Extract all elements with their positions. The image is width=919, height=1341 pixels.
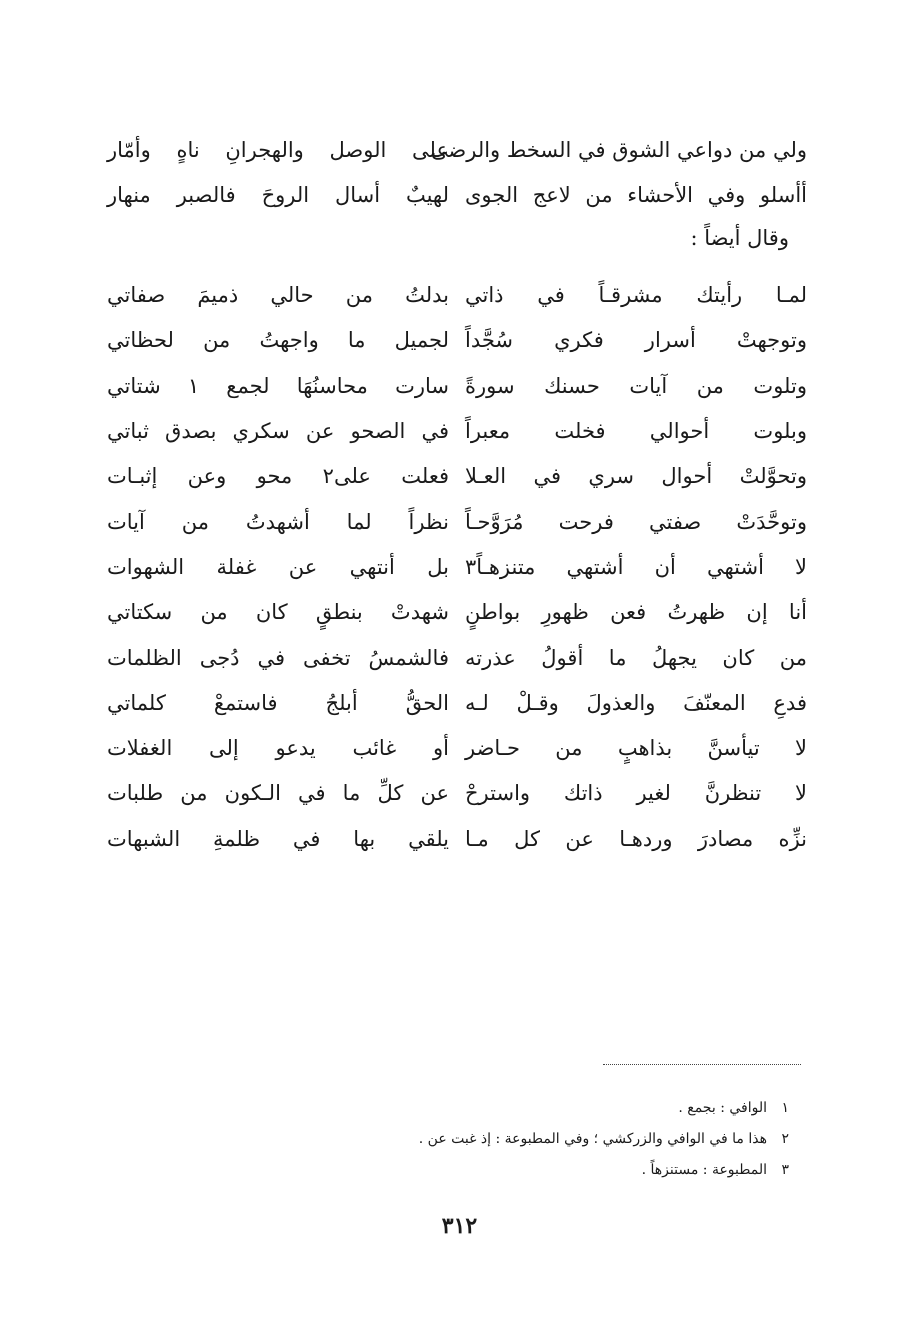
verse-second-hemistich: أو غائب يدعو إلى الغفلات bbox=[107, 736, 449, 761]
verse-first-hemistich: وبلوت أحوالي فخلت معبراً bbox=[465, 419, 807, 444]
verse-line bbox=[107, 454, 807, 499]
verse-second-hemistich: بدلتُ من حالي ذميمَ صفاتي bbox=[107, 283, 449, 308]
verse-first-hemistich: أنا إن ظهرتُ فعن ظهورِ بواطنٍ bbox=[465, 600, 807, 625]
verse-line bbox=[107, 318, 807, 363]
page-number: ٣١٢ bbox=[441, 1213, 478, 1239]
poem-heading: وقال أيضاً : bbox=[690, 226, 789, 250]
verse-second-hemistich: شهدتْ بنطقٍ كان من سكتاتي bbox=[107, 600, 449, 625]
verse-first-hemistich: لمـا رأيتك مشرقـاً في ذاتي bbox=[465, 283, 807, 308]
poem-verses bbox=[107, 273, 807, 862]
verse-first-hemistich: لا تنظرنَّ لغير ذاتك واسترحْ bbox=[465, 781, 807, 806]
footnote-text: الوافي : بجمع . bbox=[678, 1099, 767, 1116]
verse-first-hemistich: أأسلو وفي الأحشاء من لاعج الجوى bbox=[465, 183, 807, 208]
verse-line bbox=[107, 771, 807, 816]
footnote bbox=[229, 1092, 789, 1123]
verse-line bbox=[107, 128, 807, 173]
verse-second-hemistich: الحقُّ أبلجُ فاستمعْ كلماتي bbox=[107, 690, 449, 715]
verse-first-hemistich: لا أشتهي أن أشتهي متنزهـاً٣ bbox=[465, 554, 807, 579]
footnote-number: ٢ bbox=[781, 1130, 789, 1147]
verse-second-hemistich: لجميل ما واجهتُ من لحظاتي bbox=[107, 328, 449, 353]
verse-first-hemistich: وتوجهتْ أسرار فكري سُجَّداً bbox=[465, 328, 807, 353]
verse-first-hemistich: ولي من دواعي الشوق في السخط والرضى bbox=[430, 138, 807, 163]
verse-line bbox=[107, 726, 807, 771]
verse-second-hemistich: عن كلِّ ما في الـكون من طلبات bbox=[107, 781, 449, 806]
intro-verses bbox=[107, 128, 807, 219]
verse-second-hemistich: لهيبٌ أسال الروحَ فالصبر منهار bbox=[107, 183, 449, 208]
footnote-text: هذا ما في الوافي والزركشي ؛ وفي المطبوعة : إذ غبت عن . bbox=[418, 1130, 767, 1147]
verse-line bbox=[107, 273, 807, 318]
verse-line bbox=[107, 499, 807, 544]
verse-first-hemistich: وتحوَّلتْ أحوال سري في العـلا bbox=[465, 464, 807, 489]
footnote-number: ٣ bbox=[781, 1161, 789, 1178]
verse-first-hemistich: وتلوت من آيات حسنك سورةً bbox=[465, 373, 807, 398]
verse-second-hemistich: نظراً لما أشهدتُ من آيات bbox=[107, 509, 449, 534]
verse-second-hemistich: فالشمسُ تخفى في دُجى الظلمات bbox=[107, 645, 449, 670]
verse-second-hemistich: يلقي بها في ظلمةِ الشبهات bbox=[107, 826, 449, 851]
verse-line bbox=[107, 545, 807, 590]
verse-line bbox=[107, 409, 807, 454]
verse-line bbox=[107, 364, 807, 409]
verse-first-hemistich: من كان يجهلُ ما أقولُ عذرته bbox=[465, 645, 807, 670]
verse-first-hemistich: وتوحَّدَتْ صفتي فرحت مُرَوَّحـاً bbox=[465, 509, 807, 534]
verse-first-hemistich: فدعِ المعنّفَ والعذولَ وقـلْ لـه bbox=[465, 690, 807, 715]
footnote-separator bbox=[603, 1064, 801, 1065]
footnotes bbox=[229, 1092, 789, 1185]
verse-second-hemistich: فعلت على٢ محو وعن إثبـات bbox=[107, 464, 449, 489]
verse-line bbox=[107, 590, 807, 635]
verse-second-hemistich: على الوصل والهجرانِ ناهٍ وأمّار bbox=[107, 138, 449, 163]
verse-second-hemistich: بل أنتهي عن غفلة الشهوات bbox=[107, 554, 449, 579]
verse-line bbox=[107, 817, 807, 862]
verse-line bbox=[107, 173, 807, 218]
footnote-number: ١ bbox=[781, 1099, 789, 1116]
verse-first-hemistich: نزِّه مصادرَ وردهـا عن كل مـا bbox=[465, 826, 807, 851]
verse-line bbox=[107, 681, 807, 726]
footnote bbox=[229, 1123, 789, 1154]
verse-line bbox=[107, 635, 807, 680]
footnote bbox=[229, 1154, 789, 1185]
footnote-text: المطبوعة : مستنزهاً . bbox=[641, 1161, 767, 1178]
verse-second-hemistich: في الصحو عن سكري بصدق ثباتي bbox=[107, 419, 449, 444]
verse-first-hemistich: لا تيأسنَّ بذاهبٍ من حـاضر bbox=[465, 736, 807, 761]
verse-second-hemistich: سارت محاسنُهَا لجمع ١ شتاتي bbox=[107, 373, 449, 398]
